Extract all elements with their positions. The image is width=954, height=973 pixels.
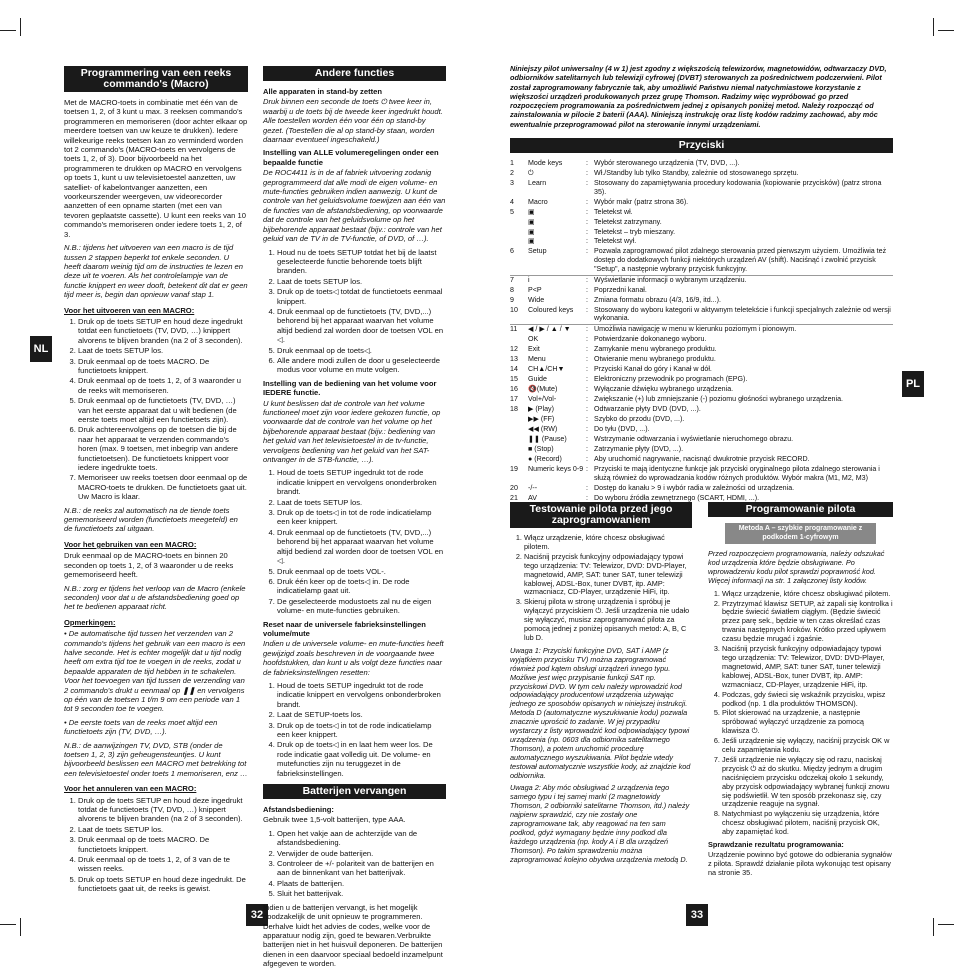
key-description: Stosowany do wyboru kategorii w aktywnym teletekście i funkcji specjalnych zależnie od wersji wykonania. [594, 305, 891, 323]
key-name: Vol+/Vol- [528, 395, 557, 404]
key-number [510, 425, 528, 435]
key-colon: : [586, 395, 588, 404]
macro-use-title: Voor het gebruiken van een MACRO: [64, 539, 197, 549]
key-name: AV [528, 493, 537, 502]
remarks-title: Opmerkingen: [64, 617, 116, 627]
volume-all-title: Instelling van ALLE volumeregelingen onder een bepaalde functie [263, 148, 439, 167]
key-name: Numeric keys 0-9 [528, 464, 584, 473]
key-description: Dostęp do kanału > 9 i wybór radia w zależności od urządzenia. [594, 483, 795, 492]
key-description: Elektroniczny przewodnik po programach (EPG). [594, 375, 748, 384]
key-name: ▣ [528, 217, 535, 226]
key-row [510, 484, 893, 494]
key-name: i [528, 275, 530, 284]
macro-use-text: Druk eenmaal op de MACRO-toets en binnen 20 seconden op toets 1, 2, of 3 waaronder u de reeks gememoriseerd heeft. [64, 551, 234, 580]
batteries-title: Afstandsbediening: [263, 805, 334, 815]
crop-mark [0, 924, 16, 925]
key-number: 16 [510, 385, 518, 394]
check-text: Urządzenie powinno być gotowe do odbierania sygnałów z pilota. Sprawdź działanie pilota wykonując test opisany na stronie 35. [708, 850, 892, 877]
key-number: 7 [510, 275, 514, 284]
key-name: ▶ (Play) [528, 405, 554, 414]
key-colon: : [586, 454, 588, 463]
key-number: 10 [510, 305, 518, 314]
key-description: Umożliwia nawigację w menu w kierunku poziomym i pionowym. [594, 325, 797, 334]
key-colon: : [586, 217, 588, 226]
test-steps [510, 534, 692, 643]
step: 3. Druk eenmaal op de toets MACRO. De functietoets knippert. [78, 835, 248, 854]
key-row [510, 465, 893, 484]
key-number [510, 455, 528, 465]
key-row [510, 405, 893, 415]
step: 7. Memoriseer uw reeks toetsen door eenmaal op de MACRO-toets te drukken. De functietoets gaat uit. Uw Macro is klaar. [78, 473, 248, 501]
key-row [510, 218, 893, 228]
step: 1. Druk op de toets SETUP en houd deze ingedrukt totdat de functietoets (TV, DVD, …) knippert alvorens te blijven branden (na 2 of 3 seconden). [78, 796, 248, 824]
key-name: ◀◀ (RW) [528, 425, 558, 434]
key-colon: : [586, 405, 588, 414]
step: 6. Druk één keer op de toets◁ in. De rode indicatielamp gaat uit. [277, 577, 446, 596]
key-colon: : [586, 275, 588, 284]
crop-mark [938, 924, 954, 925]
step: 1. Houd nu de toets SETUP totdat het bij de laatst geselecteerde functie behorende toets blijft branden. [277, 248, 446, 276]
key-name: Coloured keys [528, 305, 574, 314]
step: 5. Druk op toets SETUP en houd deze ingedrukt. De functietoets gaat uit, de reeks is gewist. [78, 875, 248, 894]
step: 6. Jeśli urządzenie się wyłączy, naciśnij przycisk OK w celu zapamiętania kodu. [722, 737, 893, 755]
key-name: ▣ [528, 207, 535, 216]
key-description: Wybór makr (patrz strona 36). [594, 197, 689, 206]
key-number [510, 335, 528, 345]
key-name: ■ (Stop) [528, 444, 554, 453]
key-colon: : [586, 325, 588, 334]
key-name: ● (Record) [528, 454, 562, 463]
key-number: 17 [510, 395, 518, 404]
step: 3. Druk op de toets◁ in tot de rode indicatielamp een keer knippert. [277, 508, 446, 527]
key-number: 6 [510, 247, 514, 256]
step: 6. Druk achtereenvolgens op de toetsen die bij de naar het apparaat te verzenden commando's horen (max. 9 toetsen, met inbegrip van andere functietoetsen). De functietoets knippert voor iedere ingedrukte toets. [78, 425, 248, 472]
key-colon: : [586, 345, 588, 354]
key-name: Mode keys [528, 159, 563, 167]
key-colon: : [586, 493, 588, 502]
key-name: 🔇(Mute) [528, 385, 558, 394]
section-heading-batteries: Batterijen vervangen [263, 784, 446, 799]
page-number-right: 33 [686, 904, 708, 926]
key-number [510, 228, 528, 238]
macro-cancel-title: Voor het annuleren van een MACRO: [64, 784, 197, 794]
crop-mark [0, 30, 16, 31]
step: 5. Pilot skierować na urządzenie, a następnie spróbować wyłączyć urządzenie za pomocą klawisza ⏻. [722, 709, 893, 736]
key-row [510, 415, 893, 425]
key-row [510, 296, 893, 306]
section-heading-test: Testowanie pilota przed jego zaprogramowaniem [510, 502, 692, 528]
section-heading-programming: Programowanie pilota [708, 502, 893, 517]
volume-each-text: U kunt beslissen dat de controle van het volume functioneel moet zijn voor iedere gekozen functie, op voorwaarde dat de controle van het volume op het bijbehorende apparaat bestaat (bijv.: bediening van het geluid van het televisietoestel in de tv-functie, vervolgens bediening van het geluid van het SAT-ontvanger in de STB-functie, …). [263, 398, 441, 465]
key-description: Wyświetlanie informacji o wybranym urządzeniu. [594, 275, 747, 284]
volume-each-title: Instelling van de bediening van het volume voor IEDERE functie. [263, 378, 437, 398]
step: 1. Druk op de toets SETUP en houd deze ingedrukt totdat een functietoets (TV, DVD, …) knippert alvorens te blijven branden (na 2 of 3 seconden). [78, 317, 248, 345]
key-description: Do tyłu (DVD, ...). [594, 425, 650, 434]
key-description: Aby uruchomić nagrywanie, nacisnąć dwukrotnie przycisk RECORD. [594, 454, 810, 463]
key-colon: : [586, 415, 588, 424]
step: 5. Sluit het batterijvak. [277, 889, 446, 898]
key-number: 3 [510, 178, 514, 187]
keys-section [510, 138, 893, 504]
key-colon: : [586, 355, 588, 364]
step: 3. Druk eenmaal op de toets MACRO. De functietoets knippert. [78, 357, 248, 376]
reset-title: Reset naar de universele fabrieksinstellingen volume/mute [263, 619, 426, 638]
other-functions-column [263, 66, 446, 973]
step: 2. Laat de toets SETUP los. [277, 277, 446, 286]
key-description: Wybór sterowanego urządzenia (TV, DVD, ...). [594, 159, 740, 167]
key-colon: : [586, 237, 588, 246]
key-row [510, 286, 893, 296]
key-colon: : [586, 483, 588, 492]
key-row [510, 385, 893, 395]
key-number [510, 415, 528, 425]
key-description: Zmiana formatu obrazu (4/3, 16/9, itd...). [594, 295, 721, 304]
key-row [510, 228, 893, 238]
key-name: CH▲/CH▼ [528, 365, 565, 374]
step: 2. Laat de toets SETUP los. [277, 498, 446, 507]
key-description: Zatrzymanie płyty (DVD, ...). [594, 444, 684, 453]
crop-mark [933, 18, 934, 36]
key-name: ▶▶ (FF) [528, 415, 555, 424]
key-description: Wł./Standby lub tylko Standby, zależnie od stosowanego sprzętu. [594, 168, 799, 177]
key-number [510, 237, 528, 247]
step: 7. De geselecteerde modustoets zal nu de eigen volume- en mute-functies gebruiken. [277, 597, 446, 616]
key-colon: : [586, 197, 588, 206]
remark-1: • De automatische tijd tussen het verzenden van 2 commando's tijdens het gebruik van een macro is een halve seconde. Het is echter mogelijk dat u tijd nodig heeft om extra tijd toe te voegen in de reeks, zodat u bepaalde apparaten de tijd hebben in te schakelen. Voor het toevoegen van tijd tussen de verzending van 2 commando's drukt u eenmaal op ❚❚ en vervolgens op één van de toetsen 1 t/m 9 om een periode van 1 tot 9 seconden toe te voegen. [64, 629, 246, 714]
step: 4. Plaats de batterijen. [277, 879, 446, 888]
step: 2. Przytrzymać klawisz SETUP, aż zapali się kontrolka i będzie świecić światłem ciągłym. (Będzie świecić przez parę sek., będzie w ten czas określać czas trwania następnych kroków. Krótko przed upływem czasu będzie mrugać i zgaśnie. [722, 600, 893, 645]
key-colon: : [586, 295, 588, 304]
test-note-1: Uwaga 1: Przyciski funkcyjne DVD, SAT i AMP (z wyjątkiem przycisku TV) można zaprogramować również pod kątem obsługi urządzeń innego typu. Możliwe jest więc przypisanie funkcji SAT np. przyciskowi DVD. W tym celu należy wprowadzić kod odpowiadający producentowi urządzenia używając jednego ze sposobów opisanych w niniejszej instrukcji. Metoda D (automatyczne wyszukiwanie kodu) pozwala znacznie uprościć to zadanie. W jej przypadku wystarczy z listy wprowadzić kod odpowiadający typowi urządzenia (np. 0603 dla odbiornika satelitarnego Thomson), a potem uruchomić procedurę automatycznego wyszukiwania. Pilot będzie wtedy testował automatycznie wszystkie kody, aż znajdzie kod odbiornika. [510, 645, 691, 780]
step: 1. Włącz urządzenie, które chcesz obsługiwać pilotem. [722, 590, 893, 599]
key-name: Setup [528, 247, 547, 256]
key-number: 15 [510, 375, 518, 384]
key-number: 4 [510, 197, 514, 206]
key-name: -/-- [528, 483, 538, 492]
macro-intro: Met de MACRO-toets in combinatie met één van de toetsen 1, 2, of 3 kunt u max. 3 reeksen commando's programmeren en memoriseren (door achter elkaar op meerdere toetsen van uw keuze te drukken). Iedere willekeurige reeks toetsen kan zo verminderd worden tot 2 commando's (MACRO-toets en vervolgens de toets 1, 2, of 3). Door bijvoorbeeld na het programmeren te drukken op MACRO en vervolgens op toets 1, kunt u uw televisietoestel aanzetten, uw satelliet- of kabelontvanger aanzetten, een voorkeurszender weergeven, uw videorecorder aanzetten of een opname starten (met een van tevoren geplaatste cassette). U kunt een reeks van 10 commando's memoriseren onder iedere toets 1, 2, of 3. [64, 98, 248, 239]
step: 5. Druk eenmaal op de toets VOL-. [277, 567, 446, 576]
key-row [510, 247, 893, 275]
step: 3. Naciśnij przycisk funkcyjny odpowiadający typowi tego urządzenia: TV: Telewizor, DVD: DVD-Player, magnetowid, AMP, SAT: tuner SAT, tuner telewizji kablowej, ADSL-Box, tuner DVBT, itp. AMP: wzmacniacz, CD-Player, urządzenie HiFi, itp. [722, 645, 893, 690]
key-number: 9 [510, 295, 514, 304]
key-description: Przyciski Kanał do góry i Kanał w dół. [594, 365, 712, 374]
step: 5. Druk eenmaal op de functietoets (TV, DVD, …) van het eerste apparaat dat u wilt bedienen (de eerste toets moet altijd een functietoets zijn). [78, 396, 248, 424]
volume-each-steps [263, 468, 446, 615]
key-row [510, 169, 893, 179]
key-description: Teletekst zatrzymany. [594, 217, 662, 226]
step: 4. Druk op de toets◁ in en laat hem weer los. De rode indicatie gaat volledig uit. De volume- en mutefuncties zijn nu teruggezet in de fabrieksinstellingen. [277, 740, 446, 778]
key-row [510, 375, 893, 385]
key-name: Guide [528, 375, 547, 384]
key-description: Zwiększanie (+) lub zmniejszanie (-) poziomu głośności wybranego urządzenia. [594, 395, 843, 404]
key-description: Poprzedni kanał. [594, 285, 647, 294]
key-row [510, 237, 893, 247]
key-colon: : [586, 464, 588, 473]
key-description: Odtwarzanie płyty DVD (DVD, ...). [594, 405, 701, 414]
crop-mark [20, 18, 21, 36]
key-description: Otwieranie menu wybranego produktu. [594, 355, 716, 364]
key-row [510, 208, 893, 218]
key-colon: : [586, 178, 588, 187]
step: 5. Druk eenmaal op de toets◁. [277, 346, 446, 355]
key-colon: : [586, 168, 588, 177]
key-name: ❚❚ (Pause) [528, 435, 567, 443]
macro-cancel-steps [64, 796, 248, 894]
language-tab-nl: NL [30, 336, 52, 362]
step: 6. Alle andere modi zullen de door u geselecteerde modus voor volume en mute volgen. [277, 356, 446, 375]
key-colon: : [586, 285, 588, 294]
step: 4. Druk eenmaal op de toets 1, 2, of 3 waaronder u de reeks wilt memoriseren. [78, 376, 248, 395]
key-name: P<P [528, 285, 542, 294]
step: 4. Podczas, gdy świeci się wskaźnik przycisku, wpisz podkod (np. 1 dla produktów THOMSON). [722, 691, 893, 709]
key-row [510, 345, 893, 355]
macro-column [64, 66, 248, 898]
key-number: 2 [510, 168, 514, 177]
macro-note-3: N.B.: zorg er tijdens het verloop van de Macro (enkele seconden) voor dat u de afstandsbediening goed op het te bedienen apparaat richt. [64, 583, 246, 612]
key-number [510, 218, 528, 228]
keys-table [510, 159, 893, 504]
key-colon: : [586, 247, 588, 256]
volume-all-text: De ROC4411 is in de af fabriek uitvoering zodanig geprogrammeerd dat alle modi de eigen volume- en mute-functies gebruiken indien aanwezig. U kunt de controle van het geluidsvolume toewijzen aan één van de functies van de afstandsbediening, op voorwaarde dat de controle van het geluidsvolume op het bijbehorende apparaat bestaat (bijv.: controle van het geluid van de TV in de TV-functie, of DVD, of …). [263, 168, 446, 244]
macro-note-4: N.B.: de aanwijzingen TV, DVD, STB (onder de toetsen 1, 2, 3) zijn geheugensteuntjes. U kunt bijvoorbeeld beslissen een MACRO met betrekking tot een televisietoestel onder toets 1 memoriseren, enz … [64, 740, 248, 778]
step: 3. Druk op de toets◁ in tot de rode indicatielamp een keer knippert. [277, 721, 446, 740]
key-number [510, 445, 528, 455]
macro-create-title: Voor het uitvoeren van een MACRO: [64, 305, 195, 315]
key-row [510, 198, 893, 208]
batteries-text: Gebruik twee 1,5-volt batterijen, type AAA. [263, 815, 406, 825]
key-description: Przyciski te mają identyczne funkcje jak przyciski oryginalnego pilota zdalnego sterowania i służą również do wprowadzania kodów różnych produktów. Wybór makra (M1, M2, M3) [594, 464, 880, 482]
key-number: 11 [510, 325, 518, 334]
key-name: ◀ / ▶ / ▲ / ▼ [528, 325, 571, 334]
test-column [510, 502, 692, 869]
step: 1. Włącz urządzenie, które chcesz obsługiwać pilotem. [524, 534, 692, 552]
key-description: Wyłączanie dźwięku wybranego urządzenia. [594, 385, 734, 394]
step: 3. Druk op de toets◁ totdat de functietoets eenmaal knippert. [277, 287, 446, 306]
key-row [510, 445, 893, 455]
key-description: Do wyboru źródła zewnętrznego (SCART, HDMI, ...). [594, 493, 760, 502]
volume-all-steps [263, 248, 446, 375]
step: 1. Houd de toets SETUP ingedrukt tot de rode indicatie knippert en vervolgens onbonderbroken brandt. [277, 681, 446, 709]
check-title: Sprawdzanie rezultatu programowania: [708, 840, 844, 850]
macro-note-2: N.B.: de reeks zal automatisch na de tiende toets gememoriseerd worden (functietoets meegeteld) en de functietoets zal uitgaan. [64, 505, 238, 534]
key-number: 18 [510, 405, 518, 414]
test-note-2: Uwaga 2: Aby móc obsługiwać 2 urządzenia tego samego typu i tej samej marki (2 magnetowidy Thomson, 2 odbiorniki satelitarne Thomson, itd.) należy najpierw sprawdzić, czy nie zostały one zaprogramowane tak, aby reagować na ten sam podkod, gdyż wymagany będzie inny podkod dla każdego urządzenia (np. kody A i B dla urządzeń Thomson). Po takim sprawdzeniu można zaprogramować kolejno obydwa urządzenia metodą D. [510, 783, 690, 864]
key-row [510, 325, 893, 335]
standby-text: Druk binnen een seconde de toets ⏻ twee keer in, waarbij u de toets bij de tweede keer ingedrukt houdt. Alle toestellen worden één voor één op stand-by gezet. (Toestellen die al op stand-by staan, worden daarnaar eventueel ingeschakeld.) [263, 97, 443, 145]
step: 1. Houd de toets SETUP ingedrukt tot de rode indicatie knippert en vervolgens ononderbroken brandt. [277, 468, 446, 496]
step: 1. Open het vakje aan de achterzijde van de afstandsbediening. [277, 829, 446, 848]
key-colon: : [586, 375, 588, 384]
key-name: Wide [528, 295, 545, 304]
key-row [510, 435, 893, 445]
key-name: Menu [528, 355, 546, 364]
key-number: 8 [510, 285, 514, 294]
standby-title: Alle apparaten in stand-by zetten [263, 87, 382, 96]
key-description: Teletekst – tryb mieszany. [594, 227, 676, 236]
key-colon: : [586, 305, 588, 314]
key-name: Learn [528, 178, 547, 187]
method-a-heading: Metoda A – szybkie programowanie z podkodem 1-cyfrowym [725, 523, 876, 544]
step: 8. Natychmiast po wyłączeniu się urządzenia, które chcesz obsługiwać pilotem, naciśnij przycisk OK, aby zapamiętać kod. [722, 810, 893, 837]
key-number: 12 [510, 345, 518, 354]
programming-steps [708, 590, 893, 837]
remark-2: • De eerste toets van de reeks moet altijd een functietoets zijn (TV, DVD, …). [64, 717, 218, 737]
key-row [510, 455, 893, 465]
step: 3. Skieruj pilota w stronę urządzenia i spróbuj je wyłączyć przyciskiem ⏻. Jeśli urządzenia nie udało się wyłączyć, musisz zaprogramować pilota za pomocą jednej z poniżej opisanych metod: A, B, C lub D. [524, 598, 692, 643]
step: 2. Laat de toets SETUP los. [78, 346, 248, 355]
macro-create-steps [64, 317, 248, 502]
key-number: 20 [510, 483, 518, 492]
macro-note-1: N.B.: tijdens het uitvoeren van een macro is de tijd tussen 2 stappen beperkt tot enkele seconden. U heeft daarom weinig tijd om de instructies te lezen en deze uit te voeren. Als het controlelampje van de functie knippert en weer dooft, betekent dit dat er geen tijd meer is, begin dan opnieuw vanaf stap 1. [64, 243, 248, 300]
key-colon: : [586, 227, 588, 236]
key-number: 19 [510, 464, 518, 473]
key-colon: : [586, 425, 588, 434]
reset-steps [263, 681, 446, 778]
key-row [510, 425, 893, 435]
programming-intro: Przed rozpoczęciem programowania, należy odszukać kod urządzenia które będzie obsługiwane. Po wprowadzeniu kodu pilot sprawdzi poprawność kod. Więcej informacji na str. 1 załączonej listy kodów. [708, 549, 885, 585]
key-number: 14 [510, 365, 518, 374]
step: 2. Laat de toets SETUP los. [78, 825, 248, 834]
key-description: Wstrzymanie odtwarzania i wyświetlanie nieruchomego obrazu. [594, 435, 794, 443]
key-colon: : [586, 385, 588, 394]
key-number: 1 [510, 159, 514, 167]
step: 4. Druk eenmaal op de functietoets (TV, DVD,...) behorend bij het apparaat waarvan het volume altijd bediend zal worden door de toetsen VOL en ◁. [277, 307, 446, 345]
key-name: ▣ [528, 237, 535, 246]
key-colon: : [586, 159, 588, 167]
crop-mark [933, 918, 934, 936]
step: 2. Verwijder de oude batterijen. [277, 849, 446, 858]
key-colon: : [586, 335, 588, 344]
key-row [510, 335, 893, 345]
key-description: Teletekst wł. [594, 207, 633, 216]
key-description: Stosowany do zapamiętywania procedury kodowania (kopiowanie przycisków) (patrz strona 35). [594, 178, 882, 196]
step: 3. Controleer de +/- polariteit van de batterijen en aan de binnenkant van het batterijvak. [277, 859, 446, 878]
key-number [510, 435, 528, 445]
crop-mark [20, 918, 21, 936]
step: 7. Jeśli urządzenie nie wyłączy się od razu, naciskaj przycisk ⏻ aż do skutku. Między jednym a drugim naciśnięciem przycisku odczekaj około 1 sekundy, aby przycisk odpowiadający wybranej funkcji znowu się podświetlił. W ten sposób przekonasz się, czy urządzenie reaguje na sygnał. [722, 756, 893, 809]
section-heading-other: Andere functies [263, 66, 446, 81]
batteries-note: Indien u de batterijen vervangt, is het mogelijk noodzakelijk de unit opnieuw te programmeren. Derhalve luidt het advies de codes, welke voor de apparatuur nodig zijn, goed te bewaren.Verbruikte batterijen niet in het huisvuil deponeren. De batterijen dienen in een daarvoor speciaal bedoeld inzamelpunt afgegeven te worden. [263, 902, 443, 969]
key-name: ⏻ [528, 168, 534, 177]
key-description: Potwierdzanie dokonanego wyboru. [594, 335, 707, 344]
crop-mark [938, 30, 954, 31]
key-row [510, 395, 893, 405]
key-colon: : [586, 444, 588, 453]
key-row [510, 355, 893, 365]
key-number: 5 [510, 207, 514, 216]
key-number: 21 [510, 493, 518, 502]
key-description: Pozwala zaprogramować pilot zdalnego sterowania przed pierwszym użyciem. Umożliwia też dostęp do dodatkowych funkcji niektórych urządzeń AV (shift). Naciśnąć i zwolnić przycisk "Setup", a następnie wybrany przycisk funkcyjny. [594, 247, 887, 273]
key-description: Zamykanie menu wybranego produktu. [594, 345, 717, 354]
step: 2. Naciśnij przycisk funkcyjny odpowiadający typowi tego urządzenia: TV: Telewizor, DVD: DVD-Player, magnetowid, AMP, SAT: tuner SAT, tuner telewizji kablowej, ADSL-Box, tuner DVBT, itp. AMP: wzmacniacz, CD-Player, urządzenie HiFi, itp. [524, 553, 692, 598]
intro-text: Niniejszy pilot uniwersalny (4 w 1) jest zgodny z większością telewizorów, magnetowidów, odtwarzaczy DVD, odbiorników satelitarnych lub telewizji cyfrowej (DVBT) sterowanych za pośrednictwem podczerwieni. Pilot został zaprogramowany fabrycznie tak, aby umożliwić Państwu niemal natychmiastowe korzystanie z większości urządzeń produkowanych przez grupę Thomson. Radzimy więc wypróbować go przed rozpoczęciem programowania za pośrednictwem jednej z opisanych poniżej metod. Należy rozpocząć od zainstalowania w pilocie 2 baterii (AAA). Niniejszą instrukcję oraz listę kodów radzimy zachować, aby móc ewentualnie przeprogramować pilot na sterowanie innymi urządzeniami. [510, 64, 887, 129]
key-colon: : [586, 365, 588, 374]
step: 4. Druk eenmaal op de functietoets (TV, DVD,...) behorend bij het apparaat waarvan het volume altijd bediend zal worden door de toetsen VOL en ◁. [277, 528, 446, 566]
reset-text: Indien u de universele volume- en mute-functies heeft gewijzigd zoals beschreven in de voorgaande twee hoofdstukken, dan kunt u als volgt deze functies naar de fabrieksinstellingen resetten: [263, 639, 444, 677]
key-name: OK [528, 335, 539, 344]
key-name: ▣ [528, 227, 535, 236]
language-tab-pl: PL [902, 371, 924, 397]
key-colon: : [586, 207, 588, 216]
key-row [510, 179, 893, 198]
key-name: Macro [528, 197, 548, 206]
key-row [510, 365, 893, 375]
key-number: 13 [510, 355, 518, 364]
key-name: Exit [528, 345, 540, 354]
programming-column [708, 502, 893, 882]
key-row [510, 159, 893, 169]
key-description: Teletekst wył. [594, 237, 637, 246]
key-row [510, 306, 893, 325]
section-heading-macro: Programmering van een reeks commando's (Macro) [64, 66, 248, 92]
key-description: Szybko do przodu (DVD, ...). [594, 415, 685, 424]
section-heading-keys: Przyciski [510, 138, 893, 153]
step: 2. Laat de SETUP-toets los. [277, 710, 446, 719]
page-number-left: 32 [246, 904, 268, 926]
step: 4. Druk eenmaal op de toets 1, 2, of 3 van de te wissen reeks. [78, 855, 248, 874]
key-colon: : [586, 435, 588, 443]
batteries-steps [263, 829, 446, 899]
key-row [510, 275, 893, 285]
